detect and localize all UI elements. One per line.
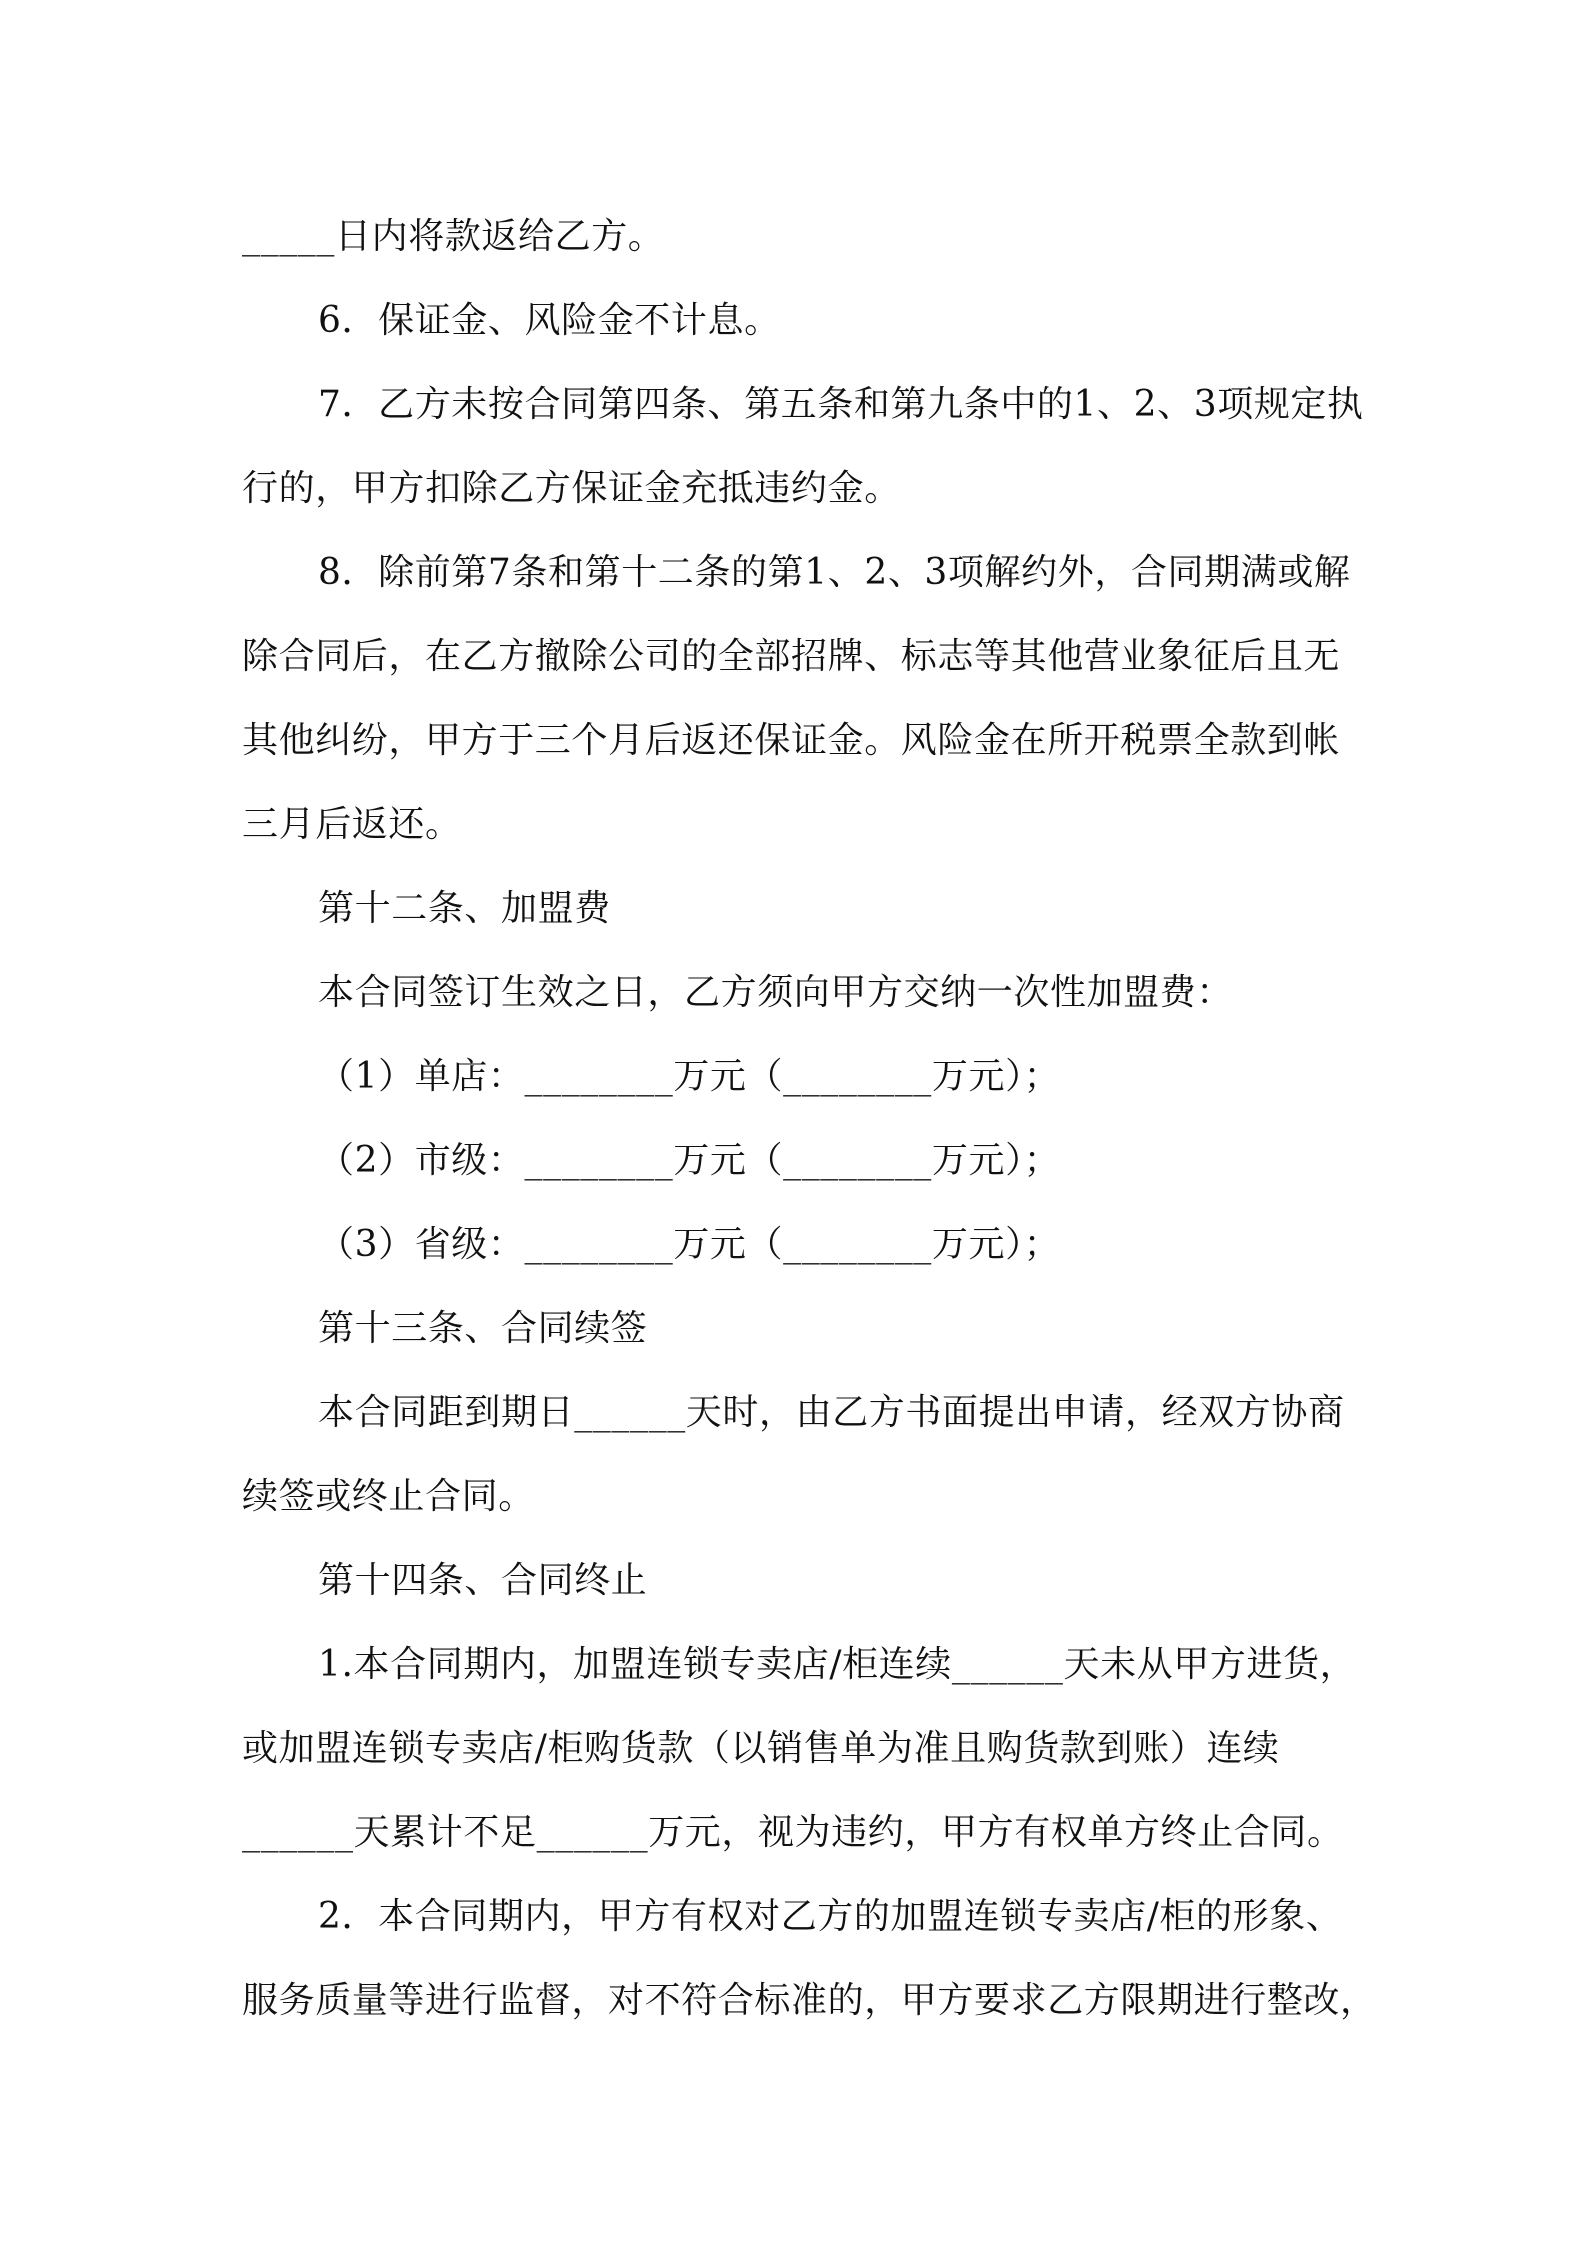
paragraph-line: 本合同签订生效之日，乙方须向甲方交纳一次性加盟费： xyxy=(318,972,1234,1013)
paragraph-line: 行的，甲方扣除乙方保证金充抵违约金。 xyxy=(242,468,901,509)
paragraph-line: 除合同后，在乙方撤除公司的全部招牌、标志等其他营业象征后且无 xyxy=(242,636,1341,677)
paragraph-line: 8．除前第7条和第十二条的第1、2、3项解约外，合同期满或解 xyxy=(318,552,1351,593)
paragraph-line: 1.本合同期内，加盟连锁专卖店/柜连续______天未从甲方进货， xyxy=(318,1644,1357,1685)
paragraph-line: 本合同距到期日______天时，由乙方书面提出申请，经双方协商 xyxy=(318,1392,1345,1433)
paragraph-line: 2．本合同期内，甲方有权对乙方的加盟连锁专卖店/柜的形象、 xyxy=(318,1896,1343,1937)
fee-item-line: （3）省级：________万元（________万元）； xyxy=(318,1224,1061,1265)
paragraph-line: 服务质量等进行监督，对不符合标准的，甲方要求乙方限期进行整改， xyxy=(242,1980,1377,2021)
fee-item-line: （1）单店：________万元（________万元）； xyxy=(318,1056,1061,1097)
paragraph-line: 其他纠纷，甲方于三个月后返还保证金。风险金在所开税票全款到帐 xyxy=(242,720,1341,761)
section-heading: 第十四条、合同终止 xyxy=(318,1560,648,1601)
paragraph-line: ______天累计不足______万元，视为违约，甲方有权单方终止合同。 xyxy=(242,1812,1344,1853)
paragraph-line: 7．乙方未按合同第四条、第五条和第九条中的1、2、3项规定执 xyxy=(318,384,1364,425)
paragraph-line: 6．保证金、风险金不计息。 xyxy=(318,300,781,341)
document-body xyxy=(242,195,1377,2043)
fee-item-line: （2）市级：________万元（________万元）； xyxy=(318,1140,1061,1181)
paragraph-line: _____日内将款返给乙方。 xyxy=(242,216,665,257)
paragraph-line: 或加盟连锁专卖店/柜购货款（以销售单为准且购货款到账）连续 xyxy=(242,1728,1280,1769)
section-heading: 第十二条、加盟费 xyxy=(318,888,611,929)
section-heading: 第十三条、合同续签 xyxy=(318,1308,648,1349)
paragraph-line: 续签或终止合同。 xyxy=(242,1476,535,1517)
paragraph-line: 三月后返还。 xyxy=(242,804,462,845)
